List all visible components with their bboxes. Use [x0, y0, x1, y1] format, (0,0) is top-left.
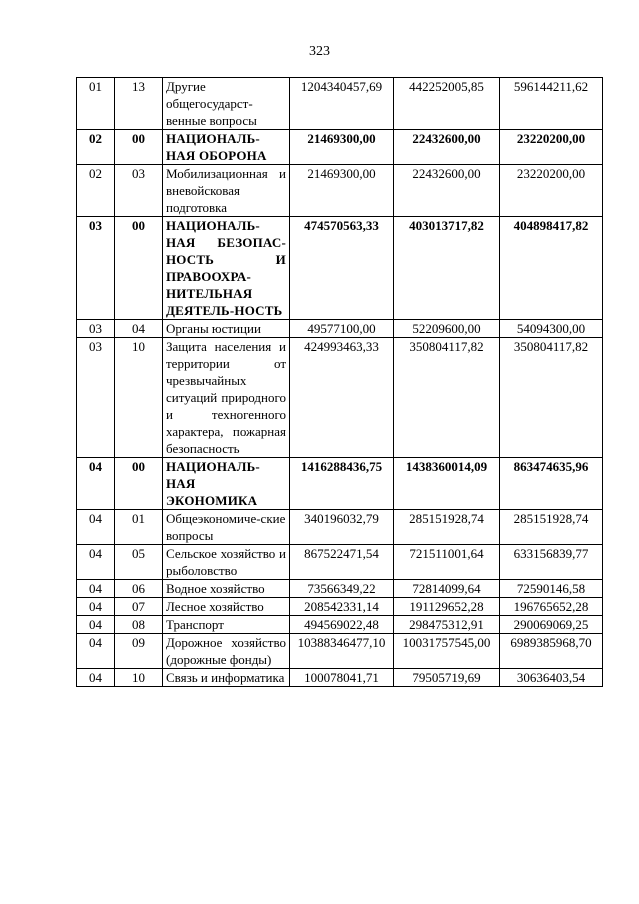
subsection-code: 07 — [115, 598, 163, 616]
value-year-3: 863474635,96 — [500, 458, 603, 510]
value-year-1: 1204340457,69 — [290, 78, 394, 130]
item-name: Общеэкономиче-ские вопросы — [163, 510, 290, 545]
item-name: Мобилизационная и вневойсковая подготовка — [163, 165, 290, 217]
value-year-2: 52209600,00 — [394, 320, 500, 338]
value-year-3: 350804117,82 — [500, 338, 603, 458]
table-row — [77, 580, 603, 598]
section-code: 03 — [77, 338, 115, 458]
value-year-3: 196765652,28 — [500, 598, 603, 616]
table-row — [77, 510, 603, 545]
value-year-3: 23220200,00 — [500, 165, 603, 217]
table-row — [77, 669, 603, 687]
section-code: 03 — [77, 217, 115, 320]
value-year-2: 298475312,91 — [394, 616, 500, 634]
table-row-section-total — [77, 458, 603, 510]
value-year-3: 633156839,77 — [500, 545, 603, 580]
value-year-2: 10031757545,00 — [394, 634, 500, 669]
section-code: 04 — [77, 634, 115, 669]
value-year-3: 290069069,25 — [500, 616, 603, 634]
table-row-section-total — [77, 130, 603, 165]
value-year-1: 340196032,79 — [290, 510, 394, 545]
item-name: Лесное хозяйство — [163, 598, 290, 616]
section-code: 04 — [77, 616, 115, 634]
value-year-1: 208542331,14 — [290, 598, 394, 616]
item-name: НАЦИОНАЛЬ-НАЯ ОБОРОНА — [163, 130, 290, 165]
table-row — [77, 616, 603, 634]
value-year-2: 285151928,74 — [394, 510, 500, 545]
value-year-2: 79505719,69 — [394, 669, 500, 687]
value-year-2: 721511001,64 — [394, 545, 500, 580]
section-code: 04 — [77, 510, 115, 545]
subsection-code: 13 — [115, 78, 163, 130]
subsection-code: 05 — [115, 545, 163, 580]
value-year-1: 21469300,00 — [290, 165, 394, 217]
value-year-2: 350804117,82 — [394, 338, 500, 458]
subsection-code: 10 — [115, 338, 163, 458]
table-row — [77, 598, 603, 616]
value-year-1: 49577100,00 — [290, 320, 394, 338]
subsection-code: 08 — [115, 616, 163, 634]
value-year-2: 1438360014,09 — [394, 458, 500, 510]
value-year-3: 404898417,82 — [500, 217, 603, 320]
value-year-1: 100078041,71 — [290, 669, 394, 687]
value-year-1: 1416288436,75 — [290, 458, 394, 510]
section-code: 01 — [77, 78, 115, 130]
value-year-2: 403013717,82 — [394, 217, 500, 320]
item-name: Органы юстиции — [163, 320, 290, 338]
value-year-1: 21469300,00 — [290, 130, 394, 165]
subsection-code: 01 — [115, 510, 163, 545]
section-code: 04 — [77, 545, 115, 580]
section-code: 02 — [77, 165, 115, 217]
value-year-2: 442252005,85 — [394, 78, 500, 130]
value-year-2: 72814099,64 — [394, 580, 500, 598]
item-name: Другие общегосударст-венные вопросы — [163, 78, 290, 130]
item-name: Сельское хозяйство и рыболовство — [163, 545, 290, 580]
subsection-code: 06 — [115, 580, 163, 598]
item-name: Связь и информатика — [163, 669, 290, 687]
value-year-2: 22432600,00 — [394, 130, 500, 165]
subsection-code: 03 — [115, 165, 163, 217]
value-year-3: 72590146,58 — [500, 580, 603, 598]
value-year-1: 10388346477,10 — [290, 634, 394, 669]
value-year-1: 494569022,48 — [290, 616, 394, 634]
page-number: 323 — [309, 44, 330, 59]
section-code: 04 — [77, 598, 115, 616]
section-code: 04 — [77, 580, 115, 598]
section-code: 04 — [77, 458, 115, 510]
table-row — [77, 78, 603, 130]
value-year-1: 424993463,33 — [290, 338, 394, 458]
value-year-2: 22432600,00 — [394, 165, 500, 217]
table-row — [77, 338, 603, 458]
value-year-1: 73566349,22 — [290, 580, 394, 598]
subsection-code: 00 — [115, 217, 163, 320]
table-row — [77, 320, 603, 338]
table-row-section-total — [77, 217, 603, 320]
section-code: 04 — [77, 669, 115, 687]
value-year-3: 596144211,62 — [500, 78, 603, 130]
value-year-3: 6989385968,70 — [500, 634, 603, 669]
value-year-3: 285151928,74 — [500, 510, 603, 545]
item-name: НАЦИОНАЛЬ-НАЯ ЭКОНОМИКА — [163, 458, 290, 510]
section-code: 03 — [77, 320, 115, 338]
table-row — [77, 165, 603, 217]
item-name: Транспорт — [163, 616, 290, 634]
value-year-1: 474570563,33 — [290, 217, 394, 320]
item-name: НАЦИОНАЛЬ-НАЯ БЕЗОПАС-НОСТЬ И ПРАВООХРА-НИТЕЛЬНАЯ ДЕЯТЕЛЬ-НОСТЬ — [163, 217, 290, 320]
value-year-3: 54094300,00 — [500, 320, 603, 338]
value-year-2: 191129652,28 — [394, 598, 500, 616]
subsection-code: 00 — [115, 458, 163, 510]
subsection-code: 00 — [115, 130, 163, 165]
section-code: 02 — [77, 130, 115, 165]
subsection-code: 10 — [115, 669, 163, 687]
item-name: Дорожное хозяйство (дорожные фонды) — [163, 634, 290, 669]
value-year-3: 23220200,00 — [500, 130, 603, 165]
budget-table — [76, 77, 603, 687]
item-name: Водное хозяйство — [163, 580, 290, 598]
value-year-1: 867522471,54 — [290, 545, 394, 580]
table-row — [77, 634, 603, 669]
value-year-3: 30636403,54 — [500, 669, 603, 687]
subsection-code: 04 — [115, 320, 163, 338]
subsection-code: 09 — [115, 634, 163, 669]
item-name: Защита населения и территории от чрезвычайных ситуаций природного и техногенного характера, пожарная безопасность — [163, 338, 290, 458]
table-row — [77, 545, 603, 580]
